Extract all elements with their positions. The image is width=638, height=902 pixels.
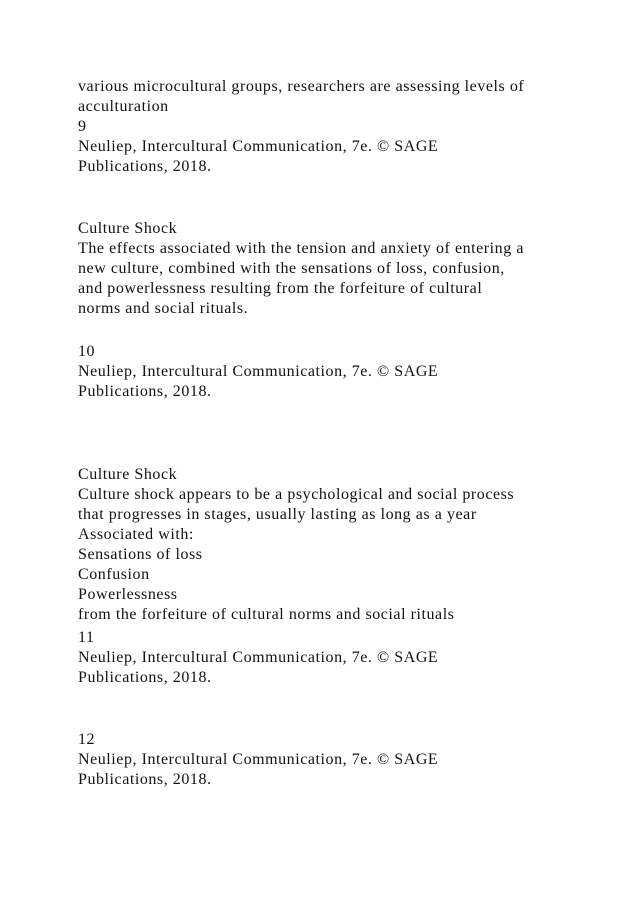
slide-number: 11 (78, 629, 95, 646)
text-line: Culture shock appears to be a psychological and social process (78, 486, 515, 503)
list-item: Sensations of loss (78, 546, 203, 563)
citation-line: Publications, 2018. (78, 669, 212, 686)
slide-number: 12 (78, 731, 96, 748)
text-line: Associated with: (78, 526, 194, 543)
text-line: various microcultural groups, researchers are assessing levels of (78, 78, 525, 95)
citation-line: Neuliep, Intercultural Communication, 7e. © SAGE (78, 751, 439, 768)
citation-line: Publications, 2018. (78, 771, 212, 788)
text-line: acculturation (78, 98, 169, 115)
citation-line: Neuliep, Intercultural Communication, 7e. © SAGE (78, 138, 439, 155)
slide-number: 10 (78, 343, 96, 360)
section-heading: Culture Shock (78, 220, 178, 237)
list-item: Confusion (78, 566, 150, 583)
text-line: from the forfeiture of cultural norms and social rituals (78, 606, 455, 623)
citation-line: Neuliep, Intercultural Communication, 7e. © SAGE (78, 363, 439, 380)
text-line: and powerlessness resulting from the forfeiture of cultural (78, 280, 483, 297)
citation-line: Publications, 2018. (78, 383, 212, 400)
section-heading: Culture Shock (78, 466, 178, 483)
citation-line: Neuliep, Intercultural Communication, 7e. © SAGE (78, 649, 439, 666)
slide-number: 9 (78, 118, 87, 135)
text-line: The effects associated with the tension and anxiety of entering a (78, 240, 524, 257)
text-line: new culture, combined with the sensations of loss, confusion, (78, 260, 505, 277)
text-line: that progresses in stages, usually lasting as long as a year (78, 506, 477, 523)
citation-line: Publications, 2018. (78, 158, 212, 175)
list-item: Powerlessness (78, 586, 178, 603)
text-line: norms and social rituals. (78, 300, 249, 317)
